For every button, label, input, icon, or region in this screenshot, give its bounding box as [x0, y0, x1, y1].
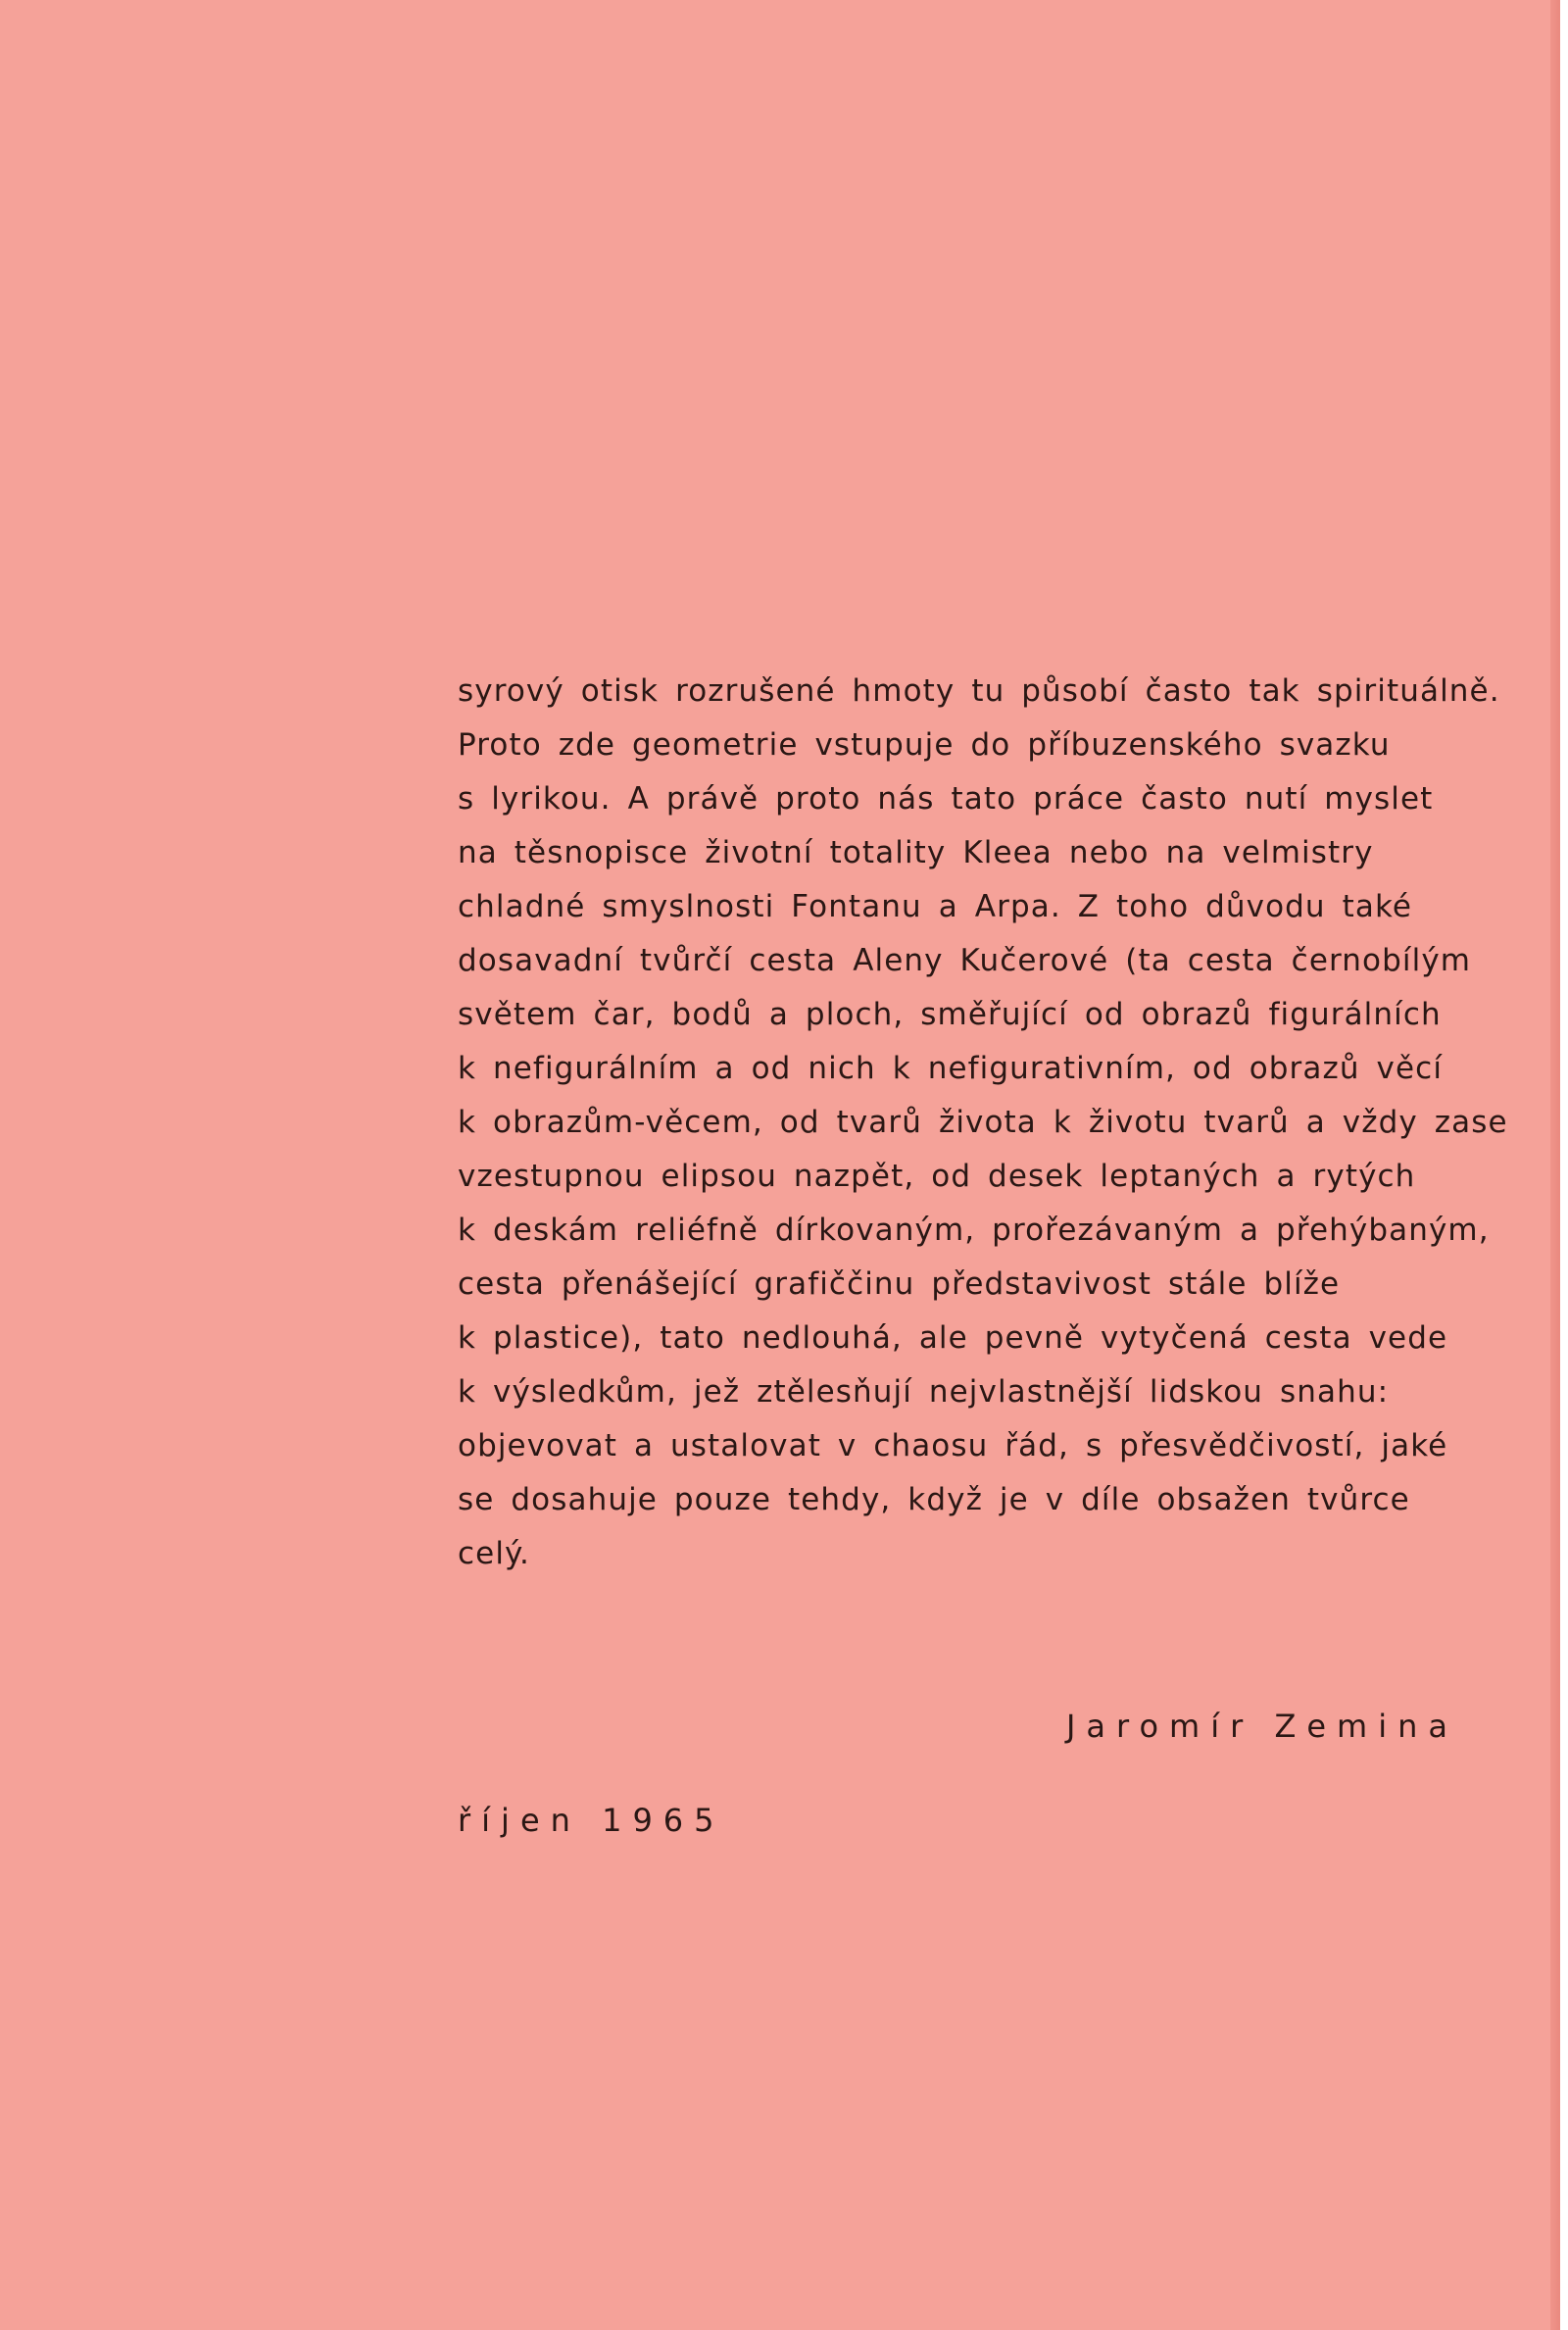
- text-line: k nefigurálním a od nich k nefigurativním, od obrazů věcí: [458, 1051, 1444, 1086]
- text-line: syrový otisk rozrušené hmoty tu působí často tak spirituálně.: [458, 673, 1500, 709]
- text-line: k plastice), tato nedlouhá, ale pevně vytyčená cesta vede: [458, 1320, 1448, 1356]
- author-signature: Jaromír Zemina: [1065, 1708, 1458, 1745]
- text-line: Proto zde geometrie vstupuje do příbuzenského svazku: [458, 727, 1391, 763]
- date-line: říjen 1965: [458, 1802, 725, 1839]
- text-line: k obrazům-věcem, od tvarů života k životu tvarů a vždy zase: [458, 1105, 1508, 1140]
- text-line: objevovat a ustalovat v chaosu řád, s přesvědčivostí, jaké: [458, 1428, 1448, 1463]
- text-line: dosavadní tvůrčí cesta Aleny Kučerové (ta cesta černobílým: [458, 943, 1472, 978]
- body-text: [458, 665, 1508, 1581]
- text-line: s lyrikou. A právě proto nás tato práce často nutí myslet: [458, 781, 1434, 817]
- text-line: k deskám reliéfně dírkovaným, prořezávaným a přehýbaným,: [458, 1213, 1490, 1248]
- text-line: vzestupnou elipsou nazpět, od desek leptaných a rytých: [458, 1159, 1416, 1194]
- page-edge: [1560, 0, 1568, 2330]
- text-line: se dosahuje pouze tehdy, když je v díle obsažen tvůrce: [458, 1482, 1410, 1517]
- text-line: světem čar, bodů a ploch, směřující od obrazů figurálních: [458, 997, 1442, 1032]
- text-line: celý.: [458, 1536, 531, 1571]
- text-line: na těsnopisce životní totality Kleea nebo na velmistry: [458, 835, 1374, 870]
- text-line: cesta přenášející grafiččinu představivost stále blíže: [458, 1266, 1341, 1302]
- text-line: k výsledkům, jež ztělesňují nejvlastnější lidskou snahu:: [458, 1374, 1390, 1410]
- text-line: chladné smyslnosti Fontanu a Arpa. Z toho důvodu také: [458, 889, 1413, 924]
